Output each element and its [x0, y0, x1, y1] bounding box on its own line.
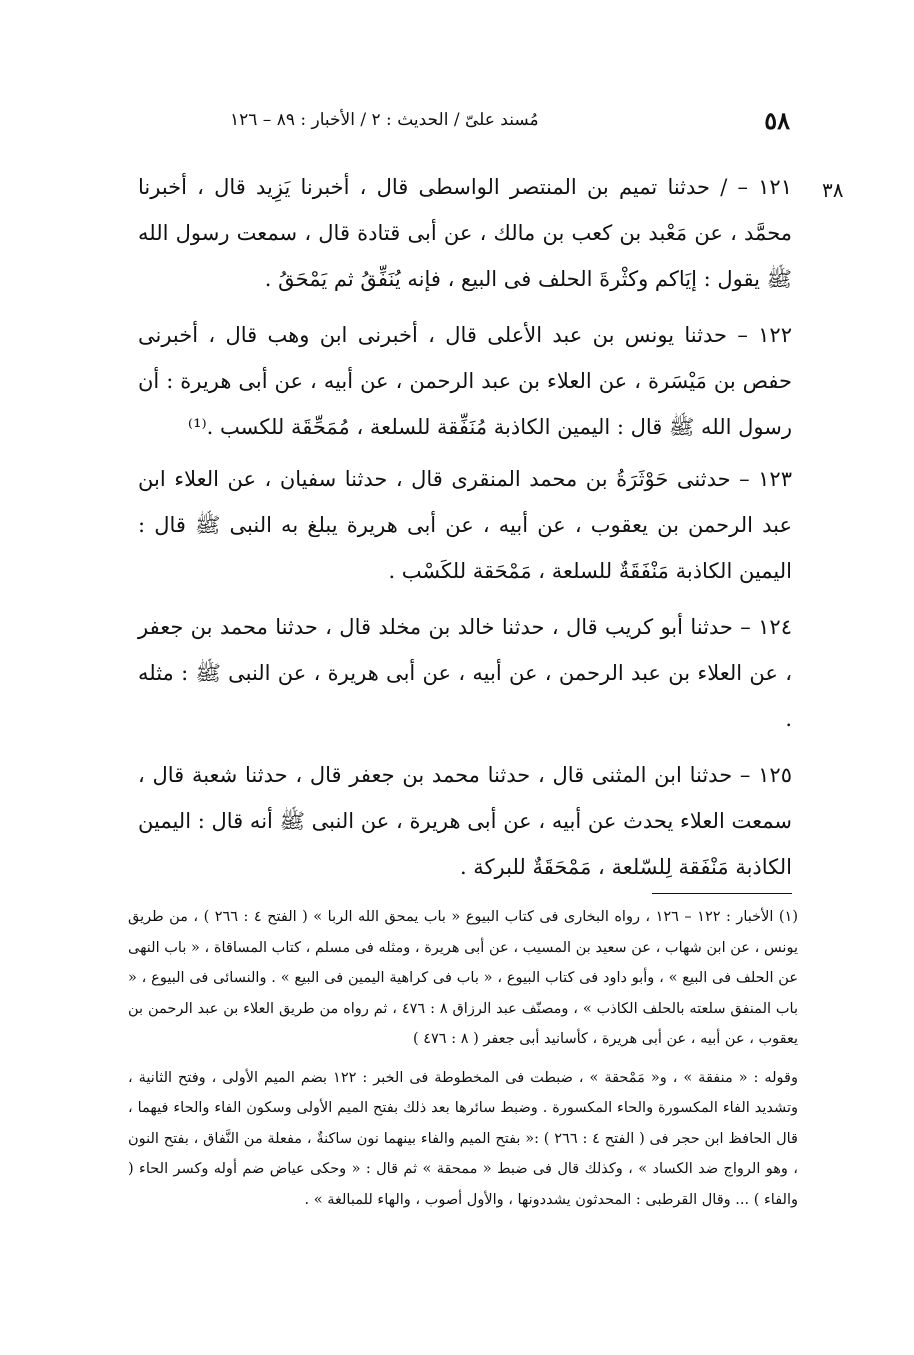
footnote-1-continued: وقوله : « منفقة » ، و« مَمْحقة » ، ضبطت فى المخطوطة فى الخبر : ١٢٢ بضم الميم الأولى ، وفتح الثانية ، وتشديد الفاء المكسورة والحاء المكسورة . وضبط سائرها بعد ذلك بفتح الميم الأولى وسكون الفاء والحاء فيهما ، قال الحافظ ابن حجر فى ( الفتح ٤ : ٢٦٦ ) :« بفتح الميم والفاء بينهما نون ساكنةٌ ، مفعلة من النَّفاق ، بفتح النون ، وهو الرواج ضد الكساد » ، وكذلك قال فى ضبط « ممحقة » ثم قال : « وحكى عياض ضم أوله وكسر الحاء ( والفاء ) ... وقال القرطبى : المحدثون يشددونها ، والأول أصوب ، والهاء للمبالغة » . — [128, 1069, 798, 1208]
page-number: ٥٨ — [764, 105, 790, 135]
hadith-text — [138, 164, 792, 900]
footnote-divider — [652, 893, 792, 894]
running-title: مُسند علىّ / الحديث : ٢ / الأخبار : ٨٩ – ١٢٦ — [230, 110, 539, 130]
hadith-122: ١٢٢ – حدثنا يونس بن عبد الأعلى قال ، أخبرنى ابن وهب قال ، أخبرنى حفص بن مَيْسَرة ، عن العلاء بن عبد الرحمن ، عن أبيه ، عن أبى هريرة : أن رسول الله ﷺ قال : اليمين الكاذبة مُنَفِّقة للسلعة ، مُمَحِّقَة للكسب .⁽¹⁾ — [138, 323, 792, 439]
hadith-125: ١٢٥ – حدثنا ابن المثنى قال ، حدثنا محمد بن جعفر قال ، حدثنا شعبة قال ، سمعت العلاء يحدث عن أبيه ، عن أبى هريرة ، عن النبى ﷺ أنه قال : اليمين الكاذبة مَنْفَقة لِلسّلعة ، مَمْحَقَةٌ للبركة . — [138, 763, 792, 879]
page-header — [230, 102, 790, 138]
footnote-1: (١) الأخبار : ١٢٢ – ١٢٦ ، رواه البخارى فى كتاب البيوع « باب يمحق الله الربا » ( الفتح ٤ : ٢٦٦ ) ، من طريق يونس ، عن ابن شهاب ، عن سعيد بن المسيب ، عن أبى هريرة ، ومثله فى مسلم ، كتاب المساقاة ، « باب النهى عن الحلف فى البيع » ، وأبو داود فى كتاب البيوع ، « باب فى كراهية اليمين فى البيع » . والنسائى فى البيوع ، « باب المنفق سلعته بالحلف الكاذب » ، ومصنّف عبد الرزاق ٨ : ٤٧٦ ، ثم رواه من طريق العلاء بن عبد الرحمن بن يعقوب ، عن أبيه ، عن أبى هريرة ، كأسانيد أبى جعفر ( ٨ : ٤٧٦ ) — [128, 909, 799, 1047]
footnotes — [128, 902, 798, 1223]
hadith-124: ١٢٤ – حدثنا أبو كريب قال ، حدثنا خالد بن مخلد قال ، حدثنا محمد بن جعفر ، عن العلاء بن عبد الرحمن ، عن أبيه ، عن أبى هريرة ، عن النبى ﷺ : مثله . — [138, 615, 792, 731]
hadith-121: ١٢١ – / حدثنا تميم بن المنتصر الواسطى قال ، أخبرنا يَزِيد قال ، أخبرنا محمَّد ، عن مَعْبد بن كعب بن مالك ، عن أبى قتادة قال ، سمعت رسول الله ﷺ يقول : إيَاكم وكثْرةَ الحلف فى البيع ، فإنه يُنَفِّقُ ثم يَمْحَقُ . — [138, 175, 792, 291]
hadith-123: ١٢٣ – حدثنى حَوْثَرَةُ بن محمد المنقرى قال ، حدثنا سفيان ، عن العلاء ابن عبد الرحمن بن يعقوب ، عن أبيه ، عن أبى هريرة يبلغ به النبى ﷺ قال : اليمين الكاذبة مَنْفَقَةٌ للسلعة ، مَمْحَقة للكَسْب . — [138, 467, 792, 583]
margin-reference: ٣٨ — [822, 178, 844, 202]
